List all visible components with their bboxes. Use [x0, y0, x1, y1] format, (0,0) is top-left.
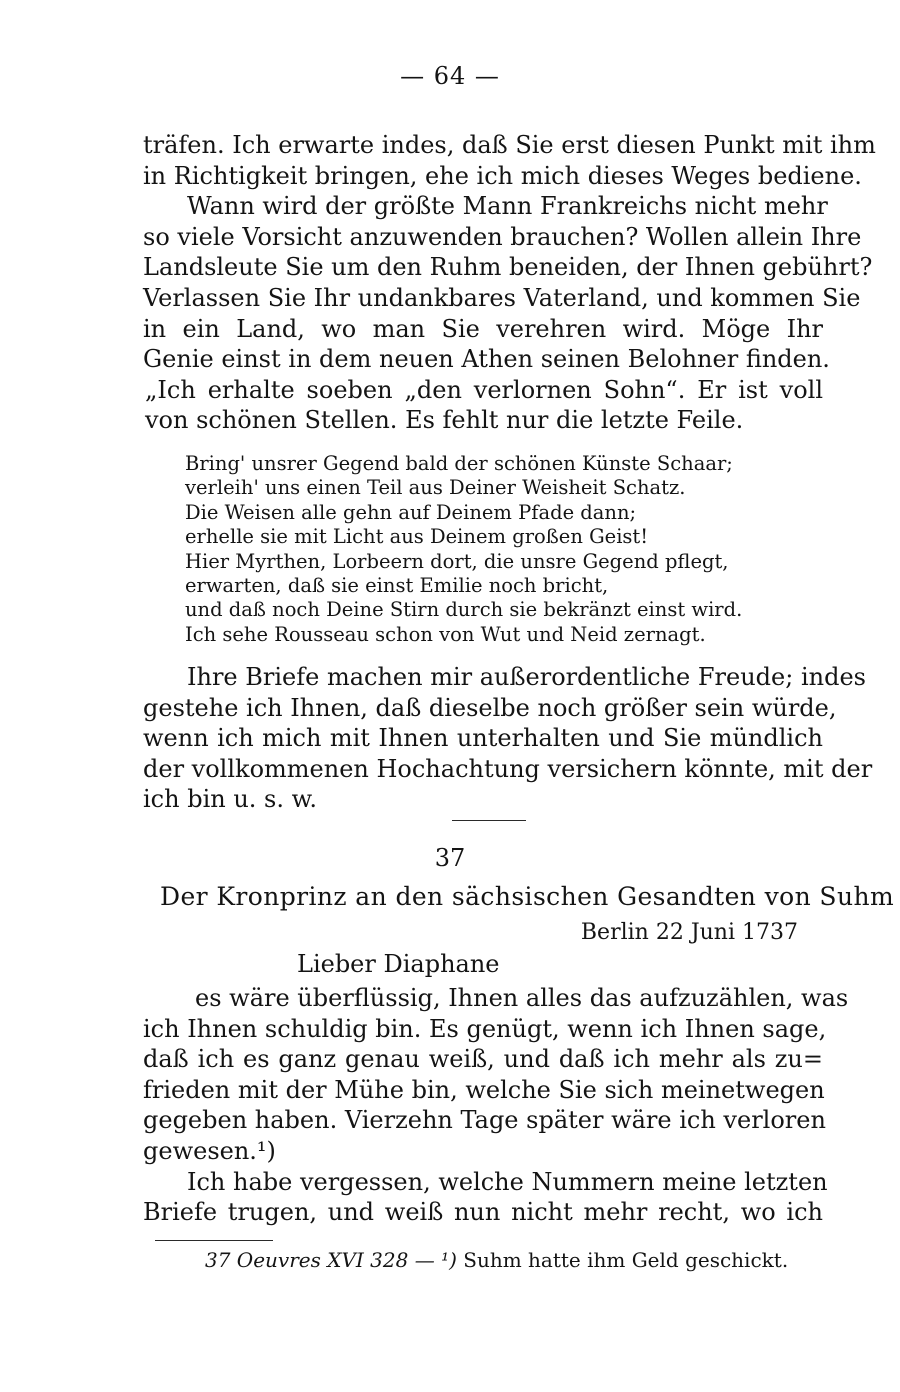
text-line: frieden mit der Mühe bin, welche Sie sich meinetwegen: [143, 1075, 825, 1104]
letter-date: Berlin 22 Juni 1737: [580, 920, 798, 945]
letter-title: Der Kronprinz an den sächsischen Gesandten von Suhm: [160, 882, 895, 911]
text-line: Wann wird der größte Mann Frankreichs nicht mehr: [187, 192, 828, 221]
verse-line: und daß noch Deine Stirn durch sie bekränzt einst wird.: [185, 598, 743, 622]
text-line: gestehe ich Ihnen, daß dieselbe noch größer sein würde,: [143, 693, 837, 722]
footnote: [205, 1248, 788, 1272]
text-line: in Richtigkeit bringen, ehe ich mich dieses Weges bediene.: [143, 161, 862, 190]
text-line: „Ich erhalte soeben „den verlornen Sohn“. Er ist voll: [145, 375, 823, 404]
poem-verses: [185, 452, 785, 647]
text-line: es wäre überflüssig, Ihnen alles das aufzuzählen, was: [195, 984, 849, 1012]
verse-line: Hier Myrthen, Lorbeern dort, die unsre Gegend pflegt,: [185, 549, 729, 573]
text-line: Genie einst in dem neuen Athen seinen Belohner finden.: [143, 345, 830, 374]
verse-line: verleih' uns einen Teil aus Deiner Weisheit Schatz.: [185, 476, 686, 500]
letter-continuation-text: [143, 130, 876, 436]
text-line: wenn ich mich mit Ihnen unterhalten und Sie mündlich: [143, 724, 823, 753]
letter-number: 37: [434, 844, 466, 872]
letter-salutation: Lieber Diaphane: [297, 950, 500, 978]
text-line: in ein Land, wo man Sie verehren wird. Möge Ihr: [143, 314, 823, 343]
text-line: Briefe trugen, und weiß nun nicht mehr recht, wo ich: [143, 1198, 823, 1227]
text-line: ich Ihnen schuldig bin. Es genügt, wenn ich Ihnen sage,: [143, 1014, 827, 1043]
footnote-text: Suhm hatte ihm Geld geschickt.: [463, 1248, 789, 1272]
text-line: daß ich es ganz genau weiß, und daß ich mehr als zu=: [143, 1045, 823, 1074]
verse-line: Ich sehe Rousseau schon von Wut und Neid zernagt.: [185, 622, 706, 646]
letter-body-text: [143, 983, 849, 1228]
verse-line: erwarten, daß sie einst Emilie noch bricht,: [185, 573, 609, 597]
text-line: von schönen Stellen. Es fehlt nur die letzte Feile.: [145, 406, 744, 435]
text-line: gewesen.¹): [143, 1136, 276, 1165]
letter-closing-text: [143, 662, 873, 815]
verse-line: Die Weisen alle gehn auf Deinem Pfade dann;: [185, 500, 637, 524]
text-line: gegeben haben. Vierzehn Tage später wäre ich verloren: [143, 1106, 826, 1135]
text-line: Landsleute Sie um den Ruhm beneiden, der Ihnen gebührt?: [143, 253, 873, 282]
text-line: Ihre Briefe machen mir außerordentliche Freude; indes: [187, 663, 866, 691]
verse-line: Bring' unsrer Gegend bald der schönen Künste Schaar;: [185, 452, 733, 475]
text-line: träfen. Ich erwarte indes, daß Sie erst diesen Punkt mit ihm: [143, 131, 876, 159]
section-divider: [452, 820, 526, 821]
footnote-reference: 37 Oeuvres XVI 328 — ¹): [205, 1248, 457, 1272]
text-line: Ich habe vergessen, welche Nummern meine letzten: [187, 1167, 828, 1196]
text-line: der vollkommenen Hochachtung versichern könnte, mit der: [143, 754, 873, 783]
text-line: ich bin u. s. w.: [143, 785, 317, 814]
verse-line: erhelle sie mit Licht aus Deinem großen Geist!: [185, 525, 649, 549]
text-line: so viele Vorsicht anzuwenden brauchen? Wollen allein Ihre: [143, 222, 862, 251]
footnote-divider: [155, 1240, 273, 1241]
text-line: Verlassen Sie Ihr undankbares Vaterland, und kommen Sie: [143, 283, 861, 312]
page-number: — 64 —: [400, 62, 500, 90]
